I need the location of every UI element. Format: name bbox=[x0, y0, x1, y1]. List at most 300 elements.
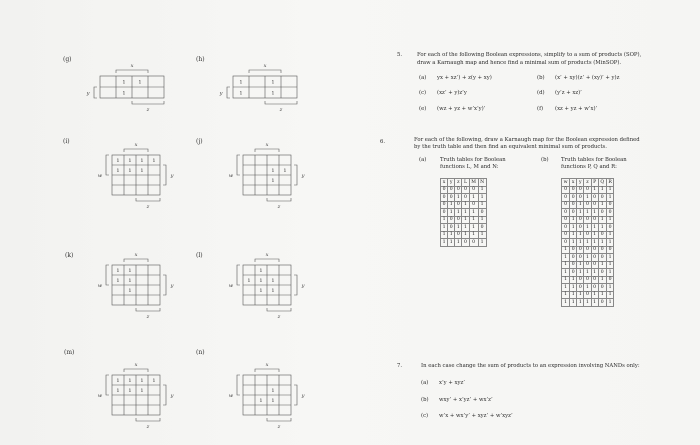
kmap-z-bracket bbox=[267, 308, 291, 311]
truth-table-cell: 1 bbox=[591, 269, 598, 277]
q5-item-expression: yx + xz’) + z(y + xy) bbox=[437, 75, 492, 81]
truth-table-cell: 0 bbox=[584, 276, 591, 284]
truth-table-cell: 1 bbox=[469, 194, 478, 202]
kmap-z-bracket-right bbox=[163, 165, 166, 185]
truth-table-cell: 1 bbox=[577, 299, 584, 307]
truth-table-row bbox=[441, 201, 487, 209]
kmap-w-label: w bbox=[97, 173, 103, 179]
truth-table-row bbox=[562, 299, 614, 307]
truth-table-cell: 0 bbox=[577, 216, 584, 224]
truth-table-cell: 1 bbox=[448, 209, 455, 217]
kmap-z-bracket bbox=[136, 308, 160, 311]
truth-table-cell: 1 bbox=[570, 276, 577, 284]
truth-table-row bbox=[562, 224, 614, 232]
truth-table-cell: 1 bbox=[584, 194, 591, 202]
truth-table-cell: 1 bbox=[448, 239, 455, 247]
truth-table-cell: 1 bbox=[455, 209, 462, 217]
part-label-h: (h) bbox=[196, 56, 205, 63]
truth-table-cell: 1 bbox=[577, 231, 584, 239]
truth-table-cell: 0 bbox=[598, 254, 606, 262]
kmap-z-bracket-right bbox=[163, 385, 166, 405]
truth-table-cell: 0 bbox=[562, 231, 570, 239]
truth-table-cell: 0 bbox=[584, 246, 591, 254]
kmap-cell-value: 1 bbox=[116, 158, 120, 164]
kmap-cell-value: 1 bbox=[259, 268, 263, 274]
truth-table-cell: 0 bbox=[598, 231, 606, 239]
truth-table-cell: 0 bbox=[462, 186, 469, 194]
kmap-cell-value: 1 bbox=[128, 168, 132, 174]
part-label-g: (g) bbox=[63, 56, 72, 63]
kmap-cell-value: 1 bbox=[138, 79, 142, 86]
part-label-i: (i) bbox=[63, 138, 70, 145]
truth-table-pqr bbox=[561, 178, 614, 307]
kmap-cell-value: 1 bbox=[271, 168, 275, 174]
kmap-w-label: w bbox=[228, 283, 234, 289]
truth-table-cell: 0 bbox=[455, 201, 462, 209]
truth-table-cell: 0 bbox=[606, 224, 614, 232]
q6-b-title2: functions P, Q and R: bbox=[561, 164, 617, 170]
kmap-y-bracket bbox=[237, 265, 240, 285]
q5-item-expression: (xz’ + y)z’y bbox=[437, 90, 467, 96]
kmap-cell-value: 1 bbox=[283, 168, 287, 174]
truth-table-header: y bbox=[448, 179, 455, 187]
truth-table-cell: 1 bbox=[570, 291, 577, 299]
truth-table-cell: 0 bbox=[455, 231, 462, 239]
part-label-k: (k) bbox=[65, 252, 74, 259]
truth-table-row bbox=[562, 216, 614, 224]
truth-table-cell: 0 bbox=[606, 246, 614, 254]
kmap-cell-value: 1 bbox=[140, 158, 144, 164]
kmap-cell-value: 1 bbox=[271, 398, 275, 404]
q6-a-title2: functions L, M and N: bbox=[440, 164, 499, 170]
truth-table-cell: 1 bbox=[562, 269, 570, 277]
kmap-cell-value: 1 bbox=[271, 79, 275, 86]
truth-table-cell: 0 bbox=[591, 276, 598, 284]
kmap-cell-value: 1 bbox=[239, 79, 243, 86]
kmap-y-bracket bbox=[94, 87, 97, 98]
truth-table-row bbox=[562, 201, 614, 209]
truth-table-cell: 1 bbox=[606, 186, 614, 194]
kmap-z-bracket bbox=[267, 198, 291, 201]
truth-table-cell: 1 bbox=[584, 224, 591, 232]
truth-table-cell: 0 bbox=[570, 254, 577, 262]
kmap-z-bracket bbox=[132, 101, 164, 104]
truth-table-header: L bbox=[462, 179, 469, 187]
truth-table-cell: 0 bbox=[448, 186, 455, 194]
truth-table-cell: 0 bbox=[577, 186, 584, 194]
kmap-x-bracket bbox=[124, 149, 148, 152]
kmap-x-label: x bbox=[134, 142, 138, 148]
kmap-z-bracket bbox=[136, 418, 160, 421]
truth-table-cell: 1 bbox=[462, 216, 469, 224]
truth-table-cell: 0 bbox=[598, 194, 606, 202]
truth-table-cell: 1 bbox=[562, 291, 570, 299]
truth-table-cell: 1 bbox=[577, 201, 584, 209]
truth-table-header: z bbox=[455, 179, 462, 187]
truth-table-cell: 1 bbox=[598, 291, 606, 299]
kmap-cell-value: 1 bbox=[122, 79, 126, 86]
part-label-j: (j) bbox=[196, 138, 203, 145]
truth-table-cell: 1 bbox=[591, 299, 598, 307]
truth-table-row bbox=[441, 224, 487, 232]
truth-table-cell: 1 bbox=[598, 276, 606, 284]
truth-table-cell: 1 bbox=[462, 224, 469, 232]
truth-table-cell: 0 bbox=[584, 291, 591, 299]
kmap-x-bracket bbox=[124, 369, 148, 372]
truth-table-cell: 0 bbox=[577, 276, 584, 284]
kmap-x-label: x bbox=[263, 63, 267, 69]
q5-item-expression: (x’ + xy)(z’ + (xy)’ + y)z bbox=[555, 75, 620, 81]
kmap-x-bracket bbox=[124, 259, 148, 262]
kmap-cell-value: 1 bbox=[128, 378, 132, 384]
kmap-y-bracket bbox=[106, 155, 109, 175]
truth-table-row bbox=[562, 291, 614, 299]
truth-table-cell: 1 bbox=[591, 224, 598, 232]
truth-table-row bbox=[441, 194, 487, 202]
truth-table-cell: 1 bbox=[441, 239, 448, 247]
kmap-cell-value: 1 bbox=[271, 90, 275, 97]
truth-table-cell: 0 bbox=[606, 201, 614, 209]
truth-table-row bbox=[562, 239, 614, 247]
truth-table-cell: 0 bbox=[462, 194, 469, 202]
q5-item-label: (f) bbox=[537, 106, 544, 112]
truth-table-cell: 0 bbox=[598, 246, 606, 254]
kmap-y-label-right: y bbox=[170, 393, 174, 399]
q7-item-expression: w’x + wx’y’ + xyz’ + w’xyz’ bbox=[439, 413, 513, 419]
truth-table-cell: 1 bbox=[591, 186, 598, 194]
part-label-l: (l) bbox=[196, 252, 203, 259]
truth-table-cell: 0 bbox=[562, 194, 570, 202]
truth-table-cell: 1 bbox=[577, 269, 584, 277]
kmap-cell-value: 1 bbox=[271, 178, 275, 184]
part-label-n: (n) bbox=[196, 349, 205, 356]
truth-table-cell: 1 bbox=[598, 201, 606, 209]
truth-table-cell: 0 bbox=[584, 201, 591, 209]
kmap-cell-value: 1 bbox=[128, 278, 132, 284]
q5-item-label: (d) bbox=[537, 90, 545, 96]
kmap-cell-value: 1 bbox=[259, 288, 263, 294]
q7-item-label: (b) bbox=[421, 397, 429, 403]
truth-table-cell: 1 bbox=[598, 224, 606, 232]
truth-table-cell: 0 bbox=[606, 209, 614, 217]
part-label-m: (m) bbox=[64, 349, 75, 356]
truth-table-cell: 1 bbox=[562, 299, 570, 307]
q7-item-expression: x’y + xyz’ bbox=[439, 380, 465, 386]
truth-table-cell: 1 bbox=[606, 299, 614, 307]
kmap-z-bracket-right bbox=[294, 385, 297, 405]
q7-line1: In each case change the sum of products to an expression involving NANDs only: bbox=[421, 363, 640, 369]
kmap-cell-value: 1 bbox=[128, 158, 132, 164]
truth-table-cell: 0 bbox=[562, 224, 570, 232]
truth-table-header: z bbox=[584, 179, 591, 187]
truth-table-cell: 0 bbox=[562, 239, 570, 247]
truth-table-cell: 0 bbox=[448, 194, 455, 202]
truth-table-cell: 0 bbox=[598, 269, 606, 277]
kmap-z-bracket-right bbox=[294, 275, 297, 295]
truth-table-cell: 0 bbox=[469, 186, 478, 194]
truth-table-cell: 0 bbox=[441, 209, 448, 217]
kmap-y-bracket bbox=[106, 265, 109, 285]
kmap-cell-value: 1 bbox=[116, 388, 120, 394]
truth-table-header: x bbox=[441, 179, 448, 187]
kmap-y-label-right: y bbox=[301, 173, 305, 179]
truth-table-cell: 0 bbox=[562, 201, 570, 209]
kmap-cell-value: 1 bbox=[271, 388, 275, 394]
truth-table-cell: 0 bbox=[591, 216, 598, 224]
truth-table-cell: 0 bbox=[469, 239, 478, 247]
kmap-w-label: w bbox=[228, 393, 234, 399]
truth-table-row bbox=[562, 276, 614, 284]
truth-table-cell: 1 bbox=[584, 284, 591, 292]
q5-line1: For each of the following Boolean expressions, simplify to a sum of products (SOP), bbox=[417, 52, 642, 58]
truth-table-cell: 1 bbox=[584, 254, 591, 262]
truth-table-cell: 1 bbox=[462, 201, 469, 209]
truth-table-cell: 0 bbox=[570, 194, 577, 202]
truth-table-cell: 0 bbox=[441, 194, 448, 202]
truth-table-row bbox=[441, 231, 487, 239]
truth-table-cell: 0 bbox=[469, 201, 478, 209]
truth-table-cell: 1 bbox=[562, 246, 570, 254]
kmap-cell-value: 1 bbox=[128, 288, 132, 294]
truth-table-cell: 1 bbox=[455, 224, 462, 232]
truth-table-header: R bbox=[606, 179, 614, 187]
truth-table-cell: 1 bbox=[577, 209, 584, 217]
truth-table-cell: 0 bbox=[577, 224, 584, 232]
truth-table-cell: 0 bbox=[584, 261, 591, 269]
kmap-w-label: w bbox=[97, 393, 103, 399]
truth-table-row bbox=[562, 209, 614, 217]
kmap-z-label: z bbox=[146, 107, 150, 113]
kmap-x-label: x bbox=[134, 252, 138, 258]
q7-item-label: (c) bbox=[421, 413, 429, 419]
truth-table-cell: 1 bbox=[598, 216, 606, 224]
truth-table-cell: 1 bbox=[584, 209, 591, 217]
truth-table-cell: 0 bbox=[591, 246, 598, 254]
truth-table-cell: 0 bbox=[570, 209, 577, 217]
kmap-z-bracket bbox=[136, 198, 160, 201]
q7-number: 7. bbox=[397, 363, 403, 369]
q6-a-label: (a) bbox=[419, 157, 427, 163]
truth-table-cell: 1 bbox=[606, 239, 614, 247]
truth-table-cell: 0 bbox=[562, 216, 570, 224]
truth-table-row bbox=[441, 239, 487, 247]
kmap-cell-value: 1 bbox=[122, 90, 126, 97]
truth-table-cell: 0 bbox=[591, 201, 598, 209]
truth-table-row bbox=[562, 231, 614, 239]
truth-table-cell: 1 bbox=[570, 231, 577, 239]
truth-table-cell: 1 bbox=[606, 216, 614, 224]
truth-table-cell: 1 bbox=[441, 216, 448, 224]
truth-table-cell: 1 bbox=[591, 239, 598, 247]
kmap-z-label: z bbox=[279, 107, 283, 113]
truth-table-cell: 0 bbox=[577, 194, 584, 202]
kmap-z-bracket bbox=[265, 101, 297, 104]
truth-table-cell: 0 bbox=[591, 194, 598, 202]
kmap-w-label: w bbox=[97, 283, 103, 289]
truth-table-cell: 0 bbox=[598, 209, 606, 217]
truth-table-cell: 1 bbox=[570, 224, 577, 232]
kmap-cell-value: 1 bbox=[152, 378, 156, 384]
truth-table-cell: 1 bbox=[455, 194, 462, 202]
truth-table-cell: 0 bbox=[598, 299, 606, 307]
truth-table-row bbox=[441, 186, 487, 194]
truth-table-cell: 0 bbox=[598, 284, 606, 292]
q6-line2: by the truth table and then find an equivalent minimal sum of products. bbox=[414, 144, 607, 150]
kmap-y-label: y bbox=[219, 90, 223, 97]
truth-table-cell: 0 bbox=[570, 186, 577, 194]
truth-table-cell: 1 bbox=[598, 261, 606, 269]
kmap-cell-value: 1 bbox=[116, 168, 120, 174]
truth-table-cell: 1 bbox=[469, 216, 478, 224]
truth-table-cell: 1 bbox=[441, 231, 448, 239]
kmap-cell-value: 1 bbox=[116, 268, 120, 274]
truth-table-cell: 0 bbox=[441, 186, 448, 194]
truth-table-cell: 1 bbox=[606, 284, 614, 292]
truth-table-cell: 0 bbox=[606, 276, 614, 284]
truth-table-cell: 1 bbox=[584, 269, 591, 277]
kmap-cell-value: 1 bbox=[128, 388, 132, 394]
kmap-y-bracket bbox=[237, 155, 240, 175]
q6-number: 6. bbox=[380, 139, 386, 145]
truth-table-cell: 1 bbox=[570, 216, 577, 224]
truth-table-row bbox=[562, 284, 614, 292]
q5-item-expression: (wz + yz + w’x’y)’ bbox=[437, 106, 486, 112]
truth-table-cell: 1 bbox=[606, 254, 614, 262]
truth-table-cell: 0 bbox=[562, 186, 570, 194]
q5-number: 5. bbox=[397, 52, 403, 58]
truth-table-cell: 0 bbox=[448, 224, 455, 232]
truth-table-cell: 1 bbox=[478, 231, 486, 239]
truth-table-cell: 0 bbox=[570, 269, 577, 277]
kmap-x-bracket bbox=[116, 70, 148, 73]
truth-table-cell: 1 bbox=[478, 186, 486, 194]
q5-line2: draw a Karnaugh map and hence find a minimal sum of products (MinSOP). bbox=[417, 60, 622, 66]
truth-table-cell: 1 bbox=[570, 299, 577, 307]
truth-table-cell: 1 bbox=[591, 291, 598, 299]
truth-table-cell: 1 bbox=[562, 261, 570, 269]
kmap-z-label: z bbox=[146, 204, 150, 210]
kmap-cell-value: 1 bbox=[140, 388, 144, 394]
truth-table-cell: 1 bbox=[606, 291, 614, 299]
kmap-cell-value: 1 bbox=[271, 288, 275, 294]
truth-table-cell: 1 bbox=[591, 209, 598, 217]
kmap-cell-value: 1 bbox=[116, 378, 120, 384]
q6-line1: For each of the following, draw a Karnaugh map for the Boolean expression defined bbox=[414, 137, 640, 143]
kmap-y-label-right: y bbox=[170, 173, 174, 179]
kmap-cell-value: 1 bbox=[140, 168, 144, 174]
truth-table-header: M bbox=[469, 179, 478, 187]
q6-b-title1: Truth tables for Boolean bbox=[561, 157, 627, 163]
kmap-y-bracket bbox=[106, 375, 109, 395]
truth-table-row bbox=[562, 186, 614, 194]
truth-table-cell: 1 bbox=[606, 194, 614, 202]
truth-table-cell: 0 bbox=[462, 239, 469, 247]
truth-table-cell: 1 bbox=[455, 239, 462, 247]
kmap-y-label-right: y bbox=[301, 283, 305, 289]
truth-table-cell: 1 bbox=[562, 284, 570, 292]
q7-item-label: (a) bbox=[421, 380, 429, 386]
kmap-y-label-right: y bbox=[301, 393, 305, 399]
truth-table-cell: 1 bbox=[584, 239, 591, 247]
q5-item-label: (a) bbox=[419, 75, 427, 81]
truth-table-cell: 1 bbox=[562, 254, 570, 262]
truth-table-cell: 0 bbox=[570, 201, 577, 209]
truth-table-cell: 1 bbox=[606, 231, 614, 239]
kmap-x-label: x bbox=[265, 252, 269, 258]
truth-table-cell: 0 bbox=[455, 216, 462, 224]
kmap-z-bracket bbox=[267, 418, 291, 421]
truth-table-cell: 0 bbox=[441, 201, 448, 209]
truth-table-header: x bbox=[570, 179, 577, 187]
truth-table-cell: 1 bbox=[606, 269, 614, 277]
q5-item-label: (e) bbox=[419, 106, 427, 112]
kmap-z-bracket-right bbox=[163, 275, 166, 295]
kmap-cell-value: 1 bbox=[239, 90, 243, 97]
kmap-x-bracket bbox=[255, 149, 279, 152]
truth-table-cell: 0 bbox=[584, 186, 591, 194]
truth-table-cell: 1 bbox=[469, 209, 478, 217]
kmap-x-bracket bbox=[249, 70, 281, 73]
truth-table-cell: 0 bbox=[570, 261, 577, 269]
kmap-cell-value: 1 bbox=[271, 278, 275, 284]
truth-table-cell: 0 bbox=[448, 216, 455, 224]
truth-table-cell: 0 bbox=[591, 261, 598, 269]
truth-table-cell: 1 bbox=[478, 194, 486, 202]
truth-table-row bbox=[562, 246, 614, 254]
truth-table-cell: 1 bbox=[448, 231, 455, 239]
truth-table-cell: 0 bbox=[577, 284, 584, 292]
kmap-cell-value: 1 bbox=[259, 398, 263, 404]
truth-table-cell: 0 bbox=[577, 246, 584, 254]
truth-table-cell: 1 bbox=[462, 231, 469, 239]
kmap-cell-value: 1 bbox=[247, 278, 251, 284]
kmap-x-label: x bbox=[134, 362, 138, 368]
truth-table-header: y bbox=[577, 179, 584, 187]
q5-item-label: (b) bbox=[537, 75, 545, 81]
truth-table-cell: 1 bbox=[570, 284, 577, 292]
truth-table-row bbox=[441, 209, 487, 217]
truth-table-header: Q bbox=[598, 179, 606, 187]
truth-table-row bbox=[562, 261, 614, 269]
truth-table-cell: 0 bbox=[562, 209, 570, 217]
truth-table-header: N bbox=[478, 179, 486, 187]
truth-table-cell: 1 bbox=[577, 291, 584, 299]
truth-table-cell: 1 bbox=[577, 239, 584, 247]
kmap-x-bracket bbox=[255, 259, 279, 262]
kmap-w-label: w bbox=[228, 173, 234, 179]
kmap-y-bracket bbox=[237, 375, 240, 395]
kmap-cell-value: 1 bbox=[152, 158, 156, 164]
kmap-z-label: z bbox=[277, 424, 281, 430]
truth-table-cell: 1 bbox=[598, 186, 606, 194]
truth-table-cell: 1 bbox=[469, 231, 478, 239]
truth-table-lmn bbox=[440, 178, 487, 247]
truth-table-row bbox=[562, 269, 614, 277]
kmap-cell-value: 1 bbox=[128, 268, 132, 274]
truth-table-cell: 1 bbox=[562, 276, 570, 284]
truth-table-cell: 1 bbox=[469, 224, 478, 232]
q7-item-expression: wxy’ + x’yz’ + wx’z’ bbox=[439, 397, 493, 403]
kmap-y-label: y bbox=[86, 90, 90, 97]
q5-item-expression: (xz + yz + w’x)’ bbox=[555, 106, 598, 112]
truth-table-cell: 0 bbox=[584, 216, 591, 224]
kmap-x-label: x bbox=[265, 362, 269, 368]
truth-table-cell: 0 bbox=[478, 224, 486, 232]
q5-item-label: (c) bbox=[419, 90, 427, 96]
kmap-x-label: x bbox=[265, 142, 269, 148]
truth-table-cell: 1 bbox=[591, 231, 598, 239]
truth-table-cell: 1 bbox=[577, 261, 584, 269]
